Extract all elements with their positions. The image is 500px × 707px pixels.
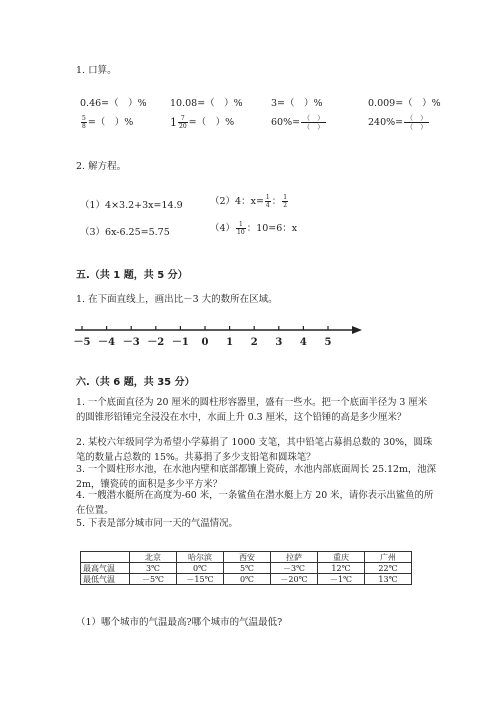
- fraction: $\frac{7}{20}$: [179, 115, 187, 130]
- table-cell: 5℃: [224, 563, 271, 574]
- section1-title: 1. 口算。: [76, 65, 117, 76]
- table-cell: 3℃: [130, 563, 177, 574]
- number-line-label: 2: [250, 337, 258, 348]
- equation-1: （1）4×3.2+3x=14.9: [80, 200, 183, 211]
- table-row: [81, 563, 412, 574]
- number-line: [70, 320, 370, 350]
- question-1: 1. 一个底面直径为 20 厘米的圆柱形容器里，盛有一些水。把一个底面半径为 3 厘米的圆锥形铅锤完全浸没在水中，水面上升 0.3 厘米，这个铅锤的高是多少厘米？: [76, 397, 428, 423]
- number-line-label: －2: [147, 337, 165, 348]
- number-line-label: 4: [299, 337, 307, 348]
- blank-fraction: $\frac{( )}{( )}$: [303, 114, 325, 131]
- table-header-row: [81, 552, 412, 563]
- table-cell: －15℃: [177, 574, 224, 585]
- sub-question-1: （1）哪个城市的气温最高?哪个城市的气温最低?: [76, 617, 283, 628]
- section5-heading: 五.（共 1 题，共 5 分）: [76, 270, 188, 281]
- oral-calc-4: 0.009=（ ）%: [368, 98, 441, 109]
- question-3: 3. 一个圆柱形水池，在水池内壁和底部都镶上瓷砖，水池内部底面周长 25.12m，池深 2m，镶瓷砖的面积是多少平方米？: [76, 464, 437, 490]
- table-cell: [81, 552, 130, 563]
- number-line-label: －4: [98, 337, 116, 348]
- table-cell: －5℃: [130, 574, 177, 585]
- table-cell: 13℃: [365, 574, 412, 585]
- table-cell: 12℃: [318, 563, 365, 574]
- number-line-label: 0: [201, 337, 209, 348]
- equation-4: （4） $\frac{1}{10}$ ：10=6：x: [210, 221, 298, 236]
- temperature-table: [80, 551, 412, 585]
- table-header-cell: 西安: [224, 552, 271, 563]
- arrow-icon: [352, 326, 362, 334]
- table-header-cell: 哈尔滨: [177, 552, 224, 563]
- table-header-cell: 重庆: [318, 552, 365, 563]
- oral-calc-7: 60%= $\frac{( )}{( )}$: [271, 114, 325, 131]
- table-header-cell: 拉萨: [271, 552, 318, 563]
- number-line-label: －5: [73, 337, 91, 348]
- question-4: 4. 一艘潜水艇所在高度为-60 米，一条鲨鱼在潜水艇上方 20 米，请你表示出鲨鱼的所在位置。: [76, 490, 434, 516]
- number-line-label: 5: [324, 337, 332, 348]
- number-line-label: －1: [171, 337, 189, 348]
- table-cell: 0℃: [224, 574, 271, 585]
- oral-calc-3: 3=（ ）%: [271, 98, 323, 109]
- section2-title: 2. 解方程。: [76, 161, 127, 172]
- blank-fraction: $\frac{( )}{( )}$: [406, 114, 428, 131]
- oral-calc-8: 240%= $\frac{( )}{( )}$: [368, 114, 428, 131]
- table-row: [81, 574, 412, 585]
- table-cell: －3℃: [271, 563, 318, 574]
- row-label: 最低气温: [81, 574, 130, 585]
- equation-2: （2）4：x= $\frac{1}{4}$ ： $\frac{1}{2}$: [210, 194, 288, 209]
- number-line-label: 1: [226, 337, 234, 348]
- table-cell: 22℃: [365, 563, 412, 574]
- table-header-cell: 北京: [130, 552, 177, 563]
- table-header-cell: 广州: [365, 552, 412, 563]
- number-line-label: 3: [275, 337, 283, 348]
- question-2: 2. 某校六年级同学为希望小学募捐了 1000 支笔，其中铅笔占募捐总数的 30%，圆珠笔的数量占总数的 15%。共募捐了多少支铅笔和圆珠笔？: [76, 437, 433, 463]
- equation-3: （3）6x-6.25=5.75: [80, 227, 170, 238]
- question-5: 5. 下表是部分城市同一天的气温情况。: [76, 518, 238, 529]
- table-cell: 0℃: [177, 563, 224, 574]
- oral-calc-5: $\frac{5}{8}$ =（ ）%: [82, 115, 134, 130]
- row-label: 最高气温: [81, 563, 130, 574]
- fraction: $\frac{5}{8}$: [82, 115, 86, 130]
- table-cell: －1℃: [318, 574, 365, 585]
- oral-calc-2: 10.08=（ ）%: [170, 98, 243, 109]
- fraction: $\frac{1}{4}$: [265, 194, 270, 209]
- table-cell: －20℃: [271, 574, 318, 585]
- fraction: $\frac{1}{2}$: [283, 194, 288, 209]
- fraction: $\frac{1}{10}$: [237, 221, 245, 236]
- section5-question-1: 1. 在下面直线上，画出比－3 大的数所在区域。: [76, 294, 278, 305]
- section6-heading: 六.（共 6 题，共 35 分）: [76, 377, 195, 388]
- oral-calc-1: 0.46=（ ）%: [80, 98, 147, 109]
- number-line-label: －3: [122, 337, 140, 348]
- oral-calc-6: 1 $\frac{7}{20}$ =（ ）%: [170, 115, 235, 130]
